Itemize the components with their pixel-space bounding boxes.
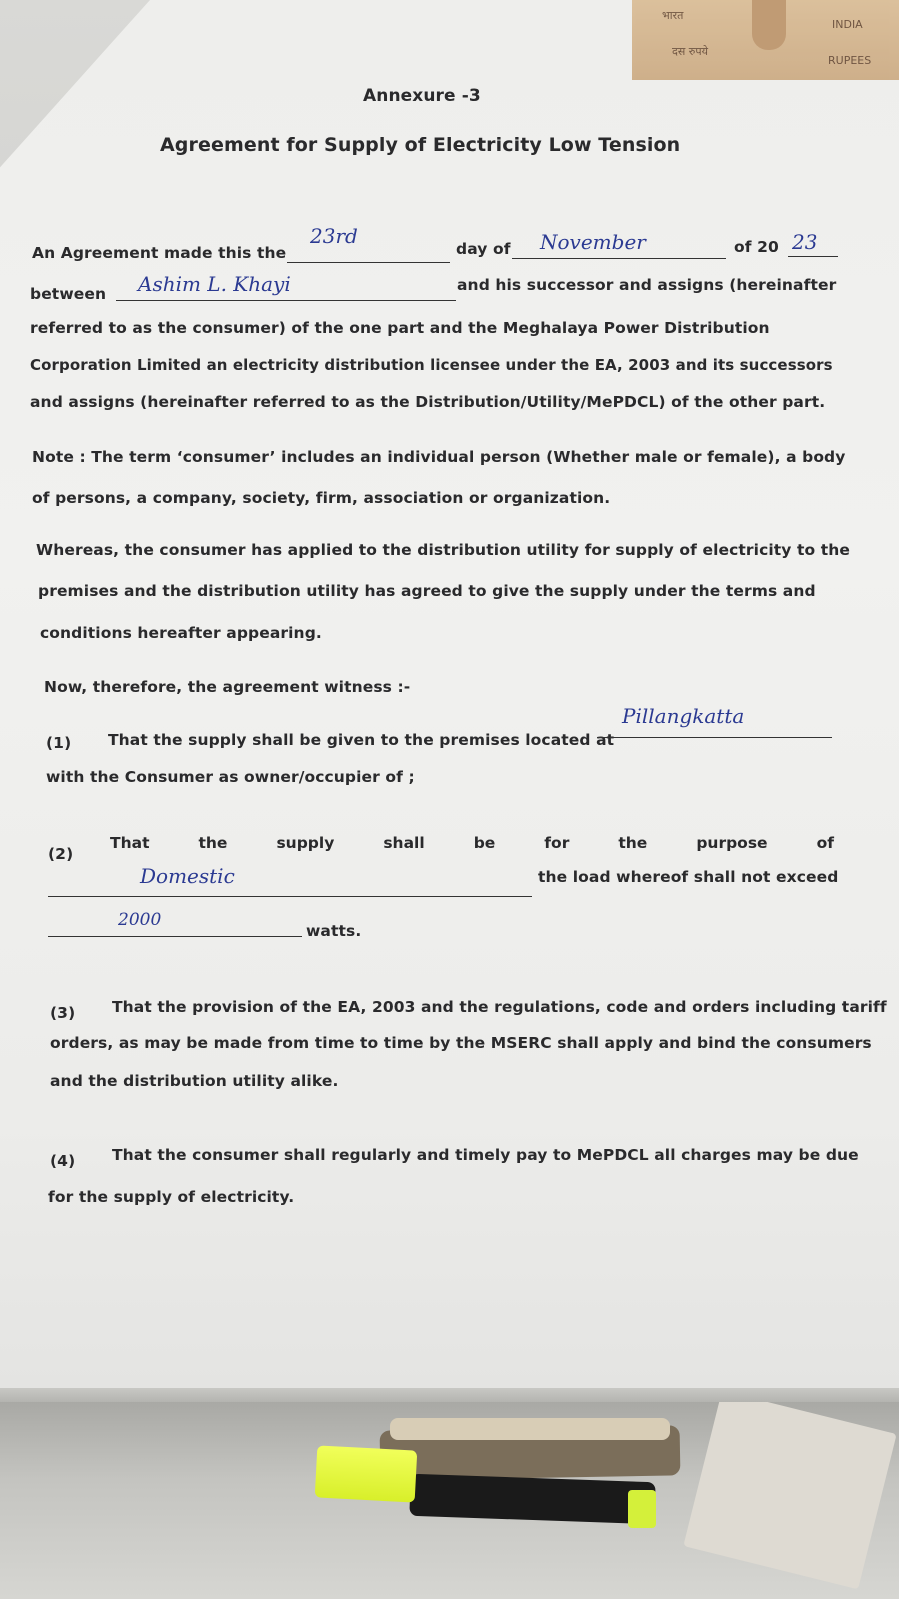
intro-line-3: referred to as the consumer) of the one part and the Meghalaya Power Distribution	[30, 319, 770, 337]
highlighter-cap	[315, 1445, 418, 1502]
eraser-top	[390, 1418, 670, 1440]
load-blank	[48, 936, 302, 937]
clause-2-number: (2)	[48, 845, 74, 863]
intro-line-5: and assigns (hereinafter referred to as the Distribution/Utility/MePDCL) of the other part.	[30, 393, 826, 411]
stamp-text-india: INDIA	[832, 18, 863, 31]
agreement-title: Agreement for Supply of Electricity Low Tension	[160, 134, 681, 156]
annexure-label: Annexure -3	[363, 86, 481, 106]
clause-2-word: supply	[276, 834, 335, 852]
intro-text-2: day of	[456, 240, 511, 258]
intro-text-4: and his successor and assigns (hereinafter	[457, 276, 837, 294]
clause-3-line-2: orders, as may be made from time to time by the MSERC shall apply and bind the consumers	[50, 1034, 872, 1052]
highlighter-body	[409, 1474, 655, 1525]
highlighter-tip	[628, 1490, 656, 1528]
day-blank	[287, 262, 450, 263]
year-value: 23	[792, 230, 818, 254]
load-value: 2000	[118, 910, 162, 930]
day-value: 23rd	[310, 224, 358, 248]
clause-2-word: shall	[383, 834, 425, 852]
consumer-name-blank	[116, 300, 456, 301]
month-blank	[512, 258, 726, 259]
between-label: between	[30, 285, 107, 303]
consumer-name-value: Ashim L. Khayi	[138, 272, 291, 296]
clause-2-word: purpose	[696, 834, 768, 852]
clause-1-text: That the supply shall be given to the premises located at	[108, 731, 615, 749]
emblem-icon	[752, 0, 786, 50]
intro-line-4: Corporation Limited an electricity distribution licensee under the EA, 2003 and its successors	[30, 356, 833, 374]
clause-2-word: of	[816, 834, 834, 852]
month-value: November	[540, 230, 646, 254]
clause-2-line-1	[110, 834, 834, 852]
note-line-2: of persons, a company, society, firm, association or organization.	[32, 489, 611, 507]
clause-1-number: (1)	[46, 734, 72, 752]
page-edge	[0, 1388, 899, 1402]
location-blank	[597, 737, 832, 738]
clause-2-line-2: the load whereof shall not exceed	[538, 868, 839, 886]
clause-4-number: (4)	[50, 1152, 76, 1170]
clause-3-line-1: That the provision of the EA, 2003 and the regulations, code and orders including tariff	[112, 998, 887, 1016]
location-value: Pillangkatta	[622, 704, 745, 728]
stamp-text-bharat: भारत	[662, 9, 684, 22]
clause-4-line-2: for the supply of electricity.	[48, 1188, 295, 1206]
clause-2-word: the	[198, 834, 228, 852]
clause-3-number: (3)	[50, 1004, 76, 1022]
stamp-text-value: दस रुपये	[672, 45, 708, 58]
load-unit: watts.	[306, 922, 362, 940]
whereas-line-3: conditions hereafter appearing.	[40, 624, 322, 642]
clause-2-word: be	[473, 834, 496, 852]
clause-3-line-3: and the distribution utility alike.	[50, 1072, 339, 1090]
note-line-1: Note : The term ‘consumer’ includes an individual person (Whether male or female), a body	[32, 448, 846, 466]
whereas-line-2: premises and the distribution utility has agreed to give the supply under the terms and	[38, 582, 816, 600]
clause-2-word: That	[110, 834, 150, 852]
clause-2-word: the	[618, 834, 648, 852]
witness-line: Now, therefore, the agreement witness :-	[44, 678, 411, 696]
stamp-paper-header	[632, 0, 899, 80]
purpose-blank	[48, 896, 532, 897]
intro-text-1: An Agreement made this the	[32, 244, 287, 262]
stamp-text-rupees: RUPEES	[828, 54, 872, 67]
whereas-line-1: Whereas, the consumer has applied to the distribution utility for supply of electricity to the	[36, 541, 850, 559]
clause-2-word: for	[544, 834, 570, 852]
intro-text-3: of 20	[734, 238, 779, 256]
purpose-value: Domestic	[140, 864, 235, 888]
year-blank	[788, 256, 838, 257]
clause-4-line-1: That the consumer shall regularly and timely pay to MePDCL all charges may be due	[112, 1146, 859, 1164]
clause-1-line-2: with the Consumer as owner/occupier of ;	[46, 768, 415, 786]
